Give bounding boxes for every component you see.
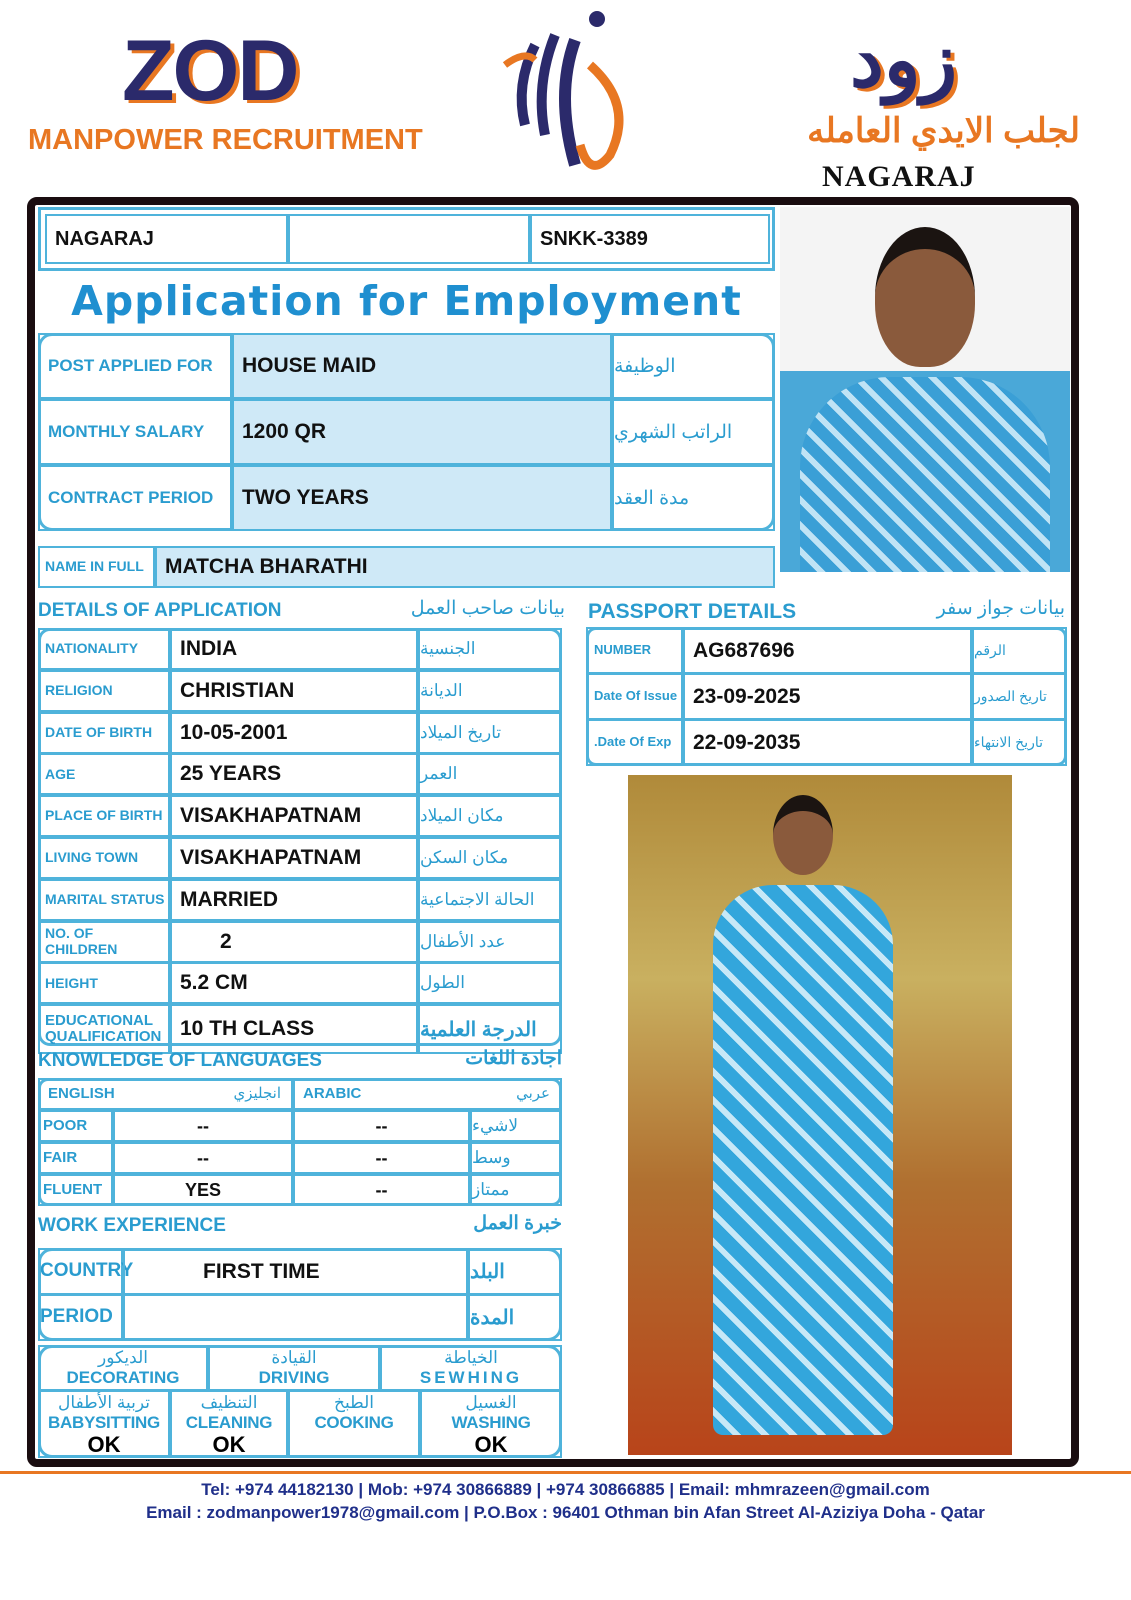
post-row-arabic: الراتب الشهري [612,399,775,465]
skill-arabic: الديكور [98,1348,148,1367]
skill-status: OK [212,1432,246,1457]
details-row-arabic: الطول [418,962,562,1004]
footer-divider [0,1471,1131,1474]
details-row-value: 2 [170,921,418,963]
skill-cell [420,1390,562,1458]
details-row-value: VISAKHAPATNAM [170,795,418,837]
post-row-value: 1200 QR [232,399,612,465]
post-row-value: TWO YEARS [232,465,612,531]
english-label: ENGLISH [48,1084,115,1102]
skill-arabic: الطبخ [334,1393,374,1412]
details-row-arabic: مكان الميلاد [418,795,562,837]
full-body-photo [628,775,1012,1455]
english-level-value: YES [113,1174,293,1206]
language-level-arabic: وسط [470,1142,562,1174]
passport-row-label: NUMBER [586,627,683,674]
skill-cell [38,1390,170,1458]
skill-cell [380,1345,562,1391]
passport-row-label: .Date Of Exp [586,719,683,766]
work-row-arabic: المدة [468,1294,562,1341]
details-row-value: MARRIED [170,879,418,921]
details-row-arabic: العمر [418,753,562,795]
languages-heading: KNOWLEDGE OF LANGUAGES [38,1050,322,1071]
name-in-full-label: NAME IN FULL [38,546,155,588]
details-row-label: RELIGION [38,670,170,712]
skill-label: BABYSITTING [48,1413,160,1432]
arabic-level-value: -- [293,1142,470,1174]
skill-label: COOKING [314,1413,394,1432]
details-row-value: 10 TH CLASS [170,1004,418,1054]
skill-arabic: الخياطة [444,1348,498,1367]
details-row-arabic: مكان السكن [418,837,562,879]
details-row-label: NO. OF CHILDREN [38,921,170,963]
details-row-label: LIVING TOWN [38,837,170,879]
details-row-arabic: الحالة الاجتماعية [418,879,562,921]
language-level-label: FLUENT [38,1174,113,1206]
skill-arabic: التنظيف [200,1393,258,1412]
skill-label: DRIVING [258,1368,330,1387]
post-row-label: MONTHLY SALARY [38,399,232,465]
post-row-label: POST APPLIED FOR [38,333,232,399]
post-row-arabic: الوظيفة [612,333,775,399]
lang-arabic-header [293,1078,562,1110]
details-row-value: INDIA [170,628,418,670]
lang-english-header [38,1078,293,1110]
agent-name: NAGARAJ [822,160,976,193]
english-label-ar: انجليزي [233,1084,281,1102]
passport-row-label: Date Of Issue [586,673,683,720]
details-row-arabic: الجنسية [418,628,562,670]
passport-row-arabic: الرقم [972,627,1067,674]
language-level-arabic: ممتاز [470,1174,562,1206]
arabic-logo: زود [850,18,958,103]
details-row-label: AGE [38,753,170,795]
details-row-arabic: عدد الأطفال [418,921,562,963]
arabic-label-ar: عربي [516,1084,550,1102]
passport-row-value: 22-09-2035 [683,719,972,766]
details-row-label: EDUCATIONAL QUALIFICATION [38,1004,170,1054]
languages-heading-ar: اجادة اللغات [465,1048,562,1069]
skill-cell [288,1390,420,1458]
post-row-value: HOUSE MAID [232,333,612,399]
work-row-label: PERIOD [38,1294,123,1341]
skill-label: SEWHING [419,1368,523,1387]
skill-arabic: القيادة [271,1348,317,1367]
top-name: NAGARAJ [45,214,288,264]
passport-row-value: AG687696 [683,627,972,674]
post-row-arabic: مدة العقد [612,465,775,531]
passport-heading: PASSPORT DETAILS [588,600,797,623]
footer-address-line: Email : zodmanpower1978@gmail.com | P.O.Box : 96401 Othman bin Afan Street Al-Aziziya Doha - Qatar [146,1503,985,1522]
zod-logo-text: ZOD [122,23,298,119]
details-row-label: MARITAL STATUS [38,879,170,921]
english-level-value: -- [113,1142,293,1174]
details-row-label: NATIONALITY [38,628,170,670]
passport-row-value: 23-09-2025 [683,673,972,720]
arabic-subtitle: لجلب الايدي العامله [807,112,1080,150]
details-row-arabic: تاريخ الميلاد [418,712,562,754]
details-row-label: PLACE OF BIRTH [38,795,170,837]
arabic-level-value: -- [293,1110,470,1142]
passport-row-arabic: تاريخ الانتهاء [972,719,1067,766]
form-title: Application for Employment [71,277,742,325]
details-heading: DETAILS OF APPLICATION [38,600,282,621]
portrait-photo [780,207,1070,572]
work-row-arabic: البلد [468,1248,562,1295]
skill-status: OK [474,1432,508,1457]
skill-arabic: تربية الأطفال [58,1393,150,1412]
work-row-value: FIRST TIME [123,1248,468,1295]
company-subtitle: MANPOWER RECRUITMENT [28,124,423,156]
work-row-value [123,1294,468,1341]
work-heading-ar: خبرة العمل [473,1213,562,1234]
details-row-value: 5.2 CM [170,962,418,1004]
language-level-arabic: لاشيء [470,1110,562,1142]
language-level-label: FAIR [38,1142,113,1174]
details-row-label: HEIGHT [38,962,170,1004]
skill-label: WASHING [451,1413,531,1432]
details-row-arabic: الدرجة العلمية [418,1004,562,1054]
skill-cell [208,1345,380,1391]
passport-heading-ar: بيانات جواز سفر [936,598,1065,619]
details-row-arabic: الديانة [418,670,562,712]
details-row-value: CHRISTIAN [170,670,418,712]
details-row-value: VISAKHAPATNAM [170,837,418,879]
top-empty-cell [288,214,530,264]
skill-arabic: الغسيل [465,1393,517,1412]
company-emblem-icon [495,5,635,180]
passport-row-arabic: تاريخ الصدور [972,673,1067,720]
post-row-label: CONTRACT PERIOD [38,465,232,531]
arabic-label: ARABIC [303,1084,362,1102]
footer-contact-line: Tel: +974 44182130 | Mob: +974 30866889 | +974 30866885 | Email: mhmrazeen@gmail.com [201,1480,930,1499]
english-level-value: -- [113,1110,293,1142]
details-row-value: 10-05-2001 [170,712,418,754]
skill-cell [170,1390,288,1458]
language-level-label: POOR [38,1110,113,1142]
details-row-label: DATE OF BIRTH [38,712,170,754]
details-heading-ar: بيانات صاحب العمل [410,598,565,619]
top-code: SNKK-3389 [530,214,770,264]
name-in-full-value: MATCHA BHARATHI [155,546,775,588]
skill-label: CLEANING [185,1413,273,1432]
skill-status: OK [87,1432,121,1457]
arabic-level-value: -- [293,1174,470,1206]
skill-cell [38,1345,208,1391]
work-row-label: COUNTRY [38,1248,123,1295]
details-row-value: 25 YEARS [170,753,418,795]
work-heading: WORK EXPERIENCE [38,1215,226,1236]
skill-label: DECORATING [66,1368,180,1387]
